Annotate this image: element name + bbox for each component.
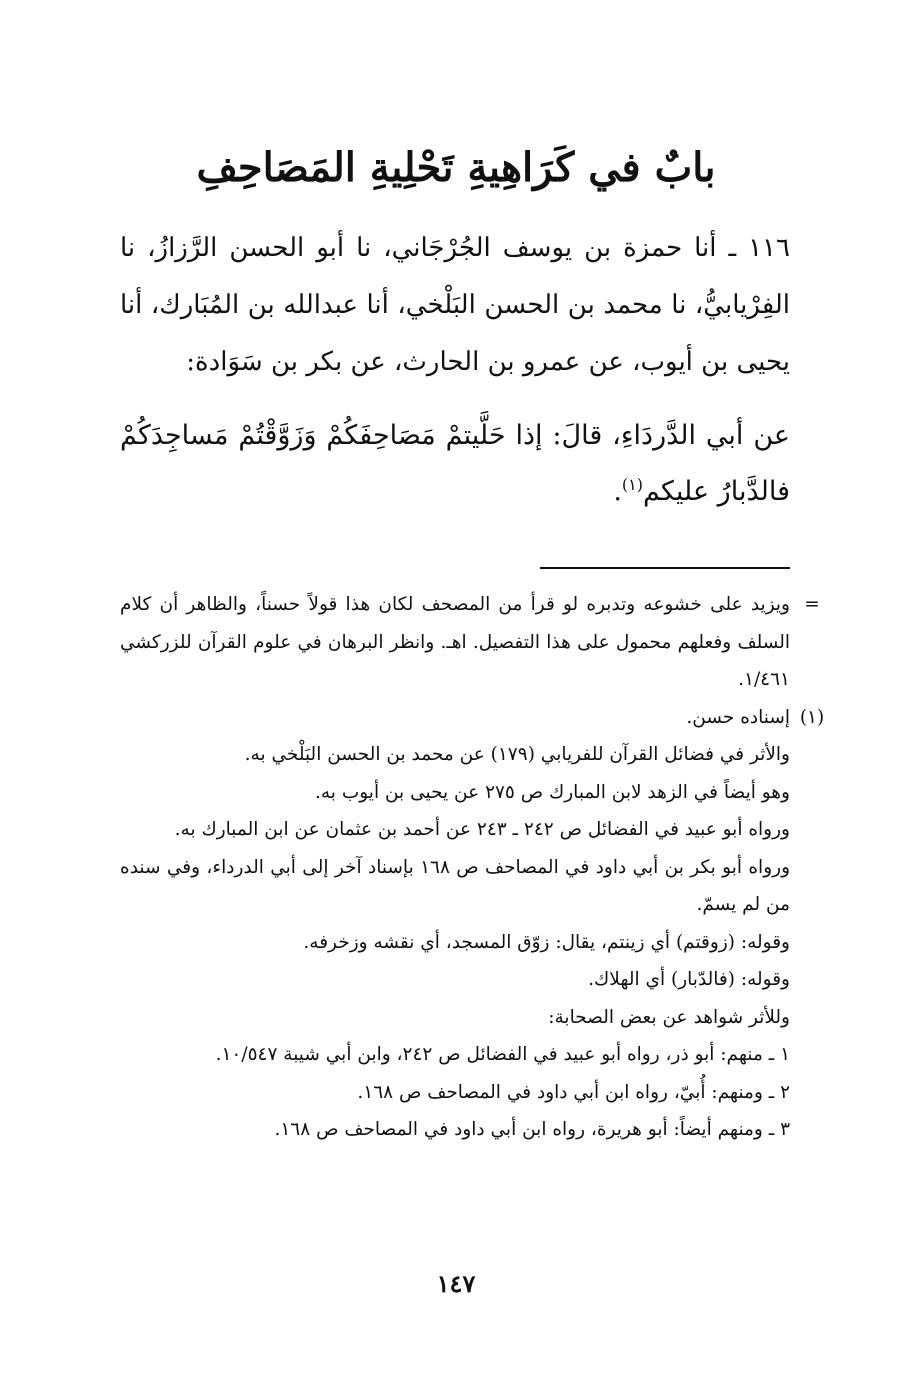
footnote-line: وللأثر شواهد عن بعض الصحابة: — [548, 1006, 790, 1028]
footnotes-section — [120, 586, 825, 1149]
footnote-1 — [120, 699, 825, 1149]
chapter-title: بابٌ في كَرَاهِيةِ تَحْلِيةِ المَصَاحِفِ — [196, 144, 716, 191]
footnote-line: ورواه أبو عبيد في الفضائل ص ٢٤٢ ـ ٢٤٣ عن أحمد بن عثمان عن ابن المبارك به. — [174, 819, 790, 840]
footnote-line: ٢ ـ ومنهم: أُبيّ، رواه ابن أبي داود في المصاحف ص ١٦٨. — [357, 1081, 790, 1103]
page-number: ١٤٧ — [436, 1269, 476, 1298]
footnote-line: وقوله: (زوقتم) أي زينتم، يقال: زوّق المسجد، أي نقشه وزخرفه. — [303, 931, 790, 953]
hadith-block — [120, 408, 790, 520]
footnote-line: ورواه أبو بكر بن أبي داود في المصاحف ص ١٦٨ بإسناد آخر إلى أبي الدرداء، وفي سنده من لم يسمّ. — [120, 856, 790, 915]
hadith-end: . — [613, 476, 622, 507]
footnote-line: وهو أيضاً في الزهد لابن المبارك ص ٢٧٥ عن يحيى بن أيوب به. — [315, 781, 790, 803]
footnote-line: والأثر في فضائل القرآن للفريابي (١٧٩) عن محمد بن الحسن البَلْخي به. — [244, 744, 790, 765]
hadith-text: عن أبي الدَّردَاءِ، قالَ: إذا حَلَّيتمْ مَصَاحِفَكُمْ وَزَوَّقْتُمْ مَساجِدَكُمْ فالدَّبارُ عليكم — [120, 420, 790, 507]
footnote-1-marker: (١) — [799, 706, 825, 728]
narration-block — [120, 220, 790, 391]
footnote-line: وقوله: (فالدّبار) أي الهلاك. — [588, 969, 790, 990]
continuation-marker: = — [804, 594, 820, 615]
continuation-text: ويزيد على خشوعه وتدبره لو قرأ من المصحف لكان هذا قولاً حسناً، والظاهر أن كلام السلف وفعلهم محمول على هذا التفصيل. اهـ. وانظر البرهان في علوم القرآن للزركشي ١/٤٦١. — [120, 594, 790, 690]
footnote-line: إسناده حسن. — [686, 706, 790, 728]
footnote-line: ١ ـ منهم: أبو ذر، رواه أبو عبيد في الفضائل ص ٢٤٢، وابن أبي شيبة ١٠/٥٤٧. — [215, 1044, 790, 1065]
narration-chain: ١١٦ ـ أنا حمزة بن يوسف الجُرْجَاني، نا أبو الحسن الرَّزازُ، نا الفِرْيابيُّ، نا محمد بن الحسن البَلْخي، أنا عبدالله بن المُبَارك، أنا يحيى بن أيوب، عن عمرو بن الحارث، عن بكر بن سَوَادة: — [120, 233, 790, 377]
footnote-line: ٣ ـ ومنهم أيضاً: أبو هريرة، رواه ابن أبي داود في المصاحف ص ١٦٨. — [274, 1119, 790, 1140]
footnote-continuation — [120, 586, 820, 699]
footnote-reference: (١) — [621, 475, 644, 494]
footnote-divider — [540, 567, 790, 569]
hadith-paragraph — [120, 408, 790, 520]
